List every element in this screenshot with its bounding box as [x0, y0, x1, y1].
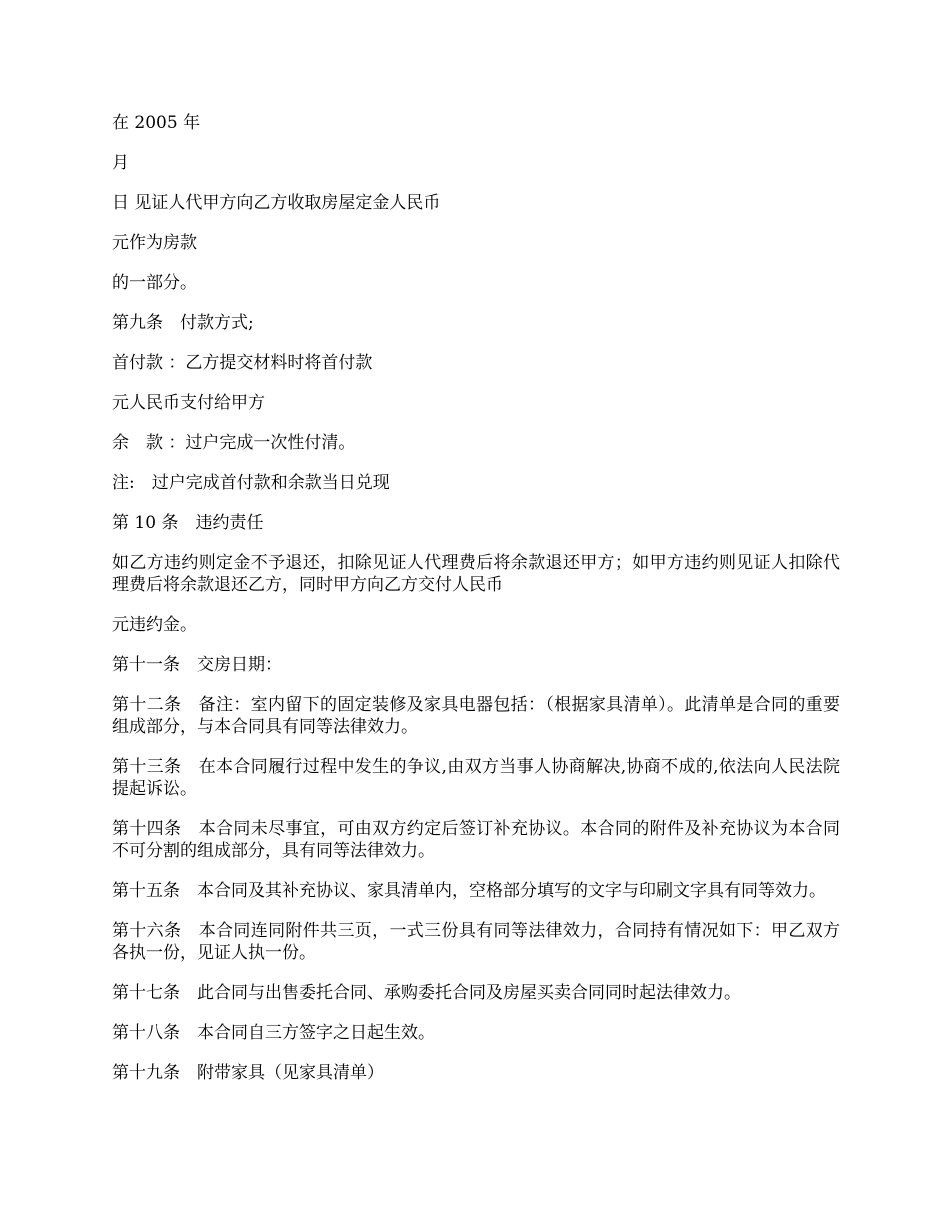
article-18: 第十八条 本合同自三方签字之日起生效。: [112, 1023, 435, 1043]
article-10-title: 第 10 条 违约责任: [112, 513, 264, 533]
article-11: 第十一条 交房日期：: [112, 655, 282, 675]
penalty-line: 元违约金。: [112, 615, 197, 635]
article-13: 第十三条 在本合同履行过程中发生的争议,由双方当事人协商解决,协商不成的,依法向人民法院提起诉讼。: [112, 757, 840, 799]
down-payment-amount-line: 元人民币支付给甲方: [112, 393, 265, 413]
deposit-part-line: 的一部分。: [112, 273, 197, 293]
document-page: [112, 112, 840, 1102]
article-16: 第十六条 本合同连同附件共三页，一式三份具有同等法律效力，合同持有情况如下：甲乙双方各执一份，见证人执一份。: [112, 921, 840, 963]
deposit-line: 日 见证人代甲方向乙方收取房屋定金人民币: [112, 193, 441, 213]
article-14: 第十四条 本合同未尽事宜，可由双方约定后签订补充协议。本合同的附件及补充协议为本合同不可分割的组成部分，具有同等法律效力。: [112, 819, 840, 861]
down-payment-line: 首付款 ：乙方提交材料时将首付款: [112, 353, 373, 373]
date-year-line: 在 2005 年: [112, 113, 201, 133]
article-12: 第十二条 备注：室内留下的固定装修及家具电器包括：（根据家具清单）。此清单是合同的重要组成部分，与本合同具有同等法律效力。: [112, 695, 840, 737]
payment-note: 注: 过户完成首付款和余款当日兑现: [112, 473, 390, 493]
article-9-title: 第九条 付款方式;: [112, 313, 254, 333]
deposit-amount-line: 元作为房款: [112, 233, 197, 253]
article-17: 第十七条 此合同与出售委托合同、承购委托合同及房屋买卖合同同时起法律效力。: [112, 983, 741, 1003]
breach-clause: 如乙方违约则定金不予退还，扣除见证人代理费后将余款退还甲方；如甲方违约则见证人扣除代理费后将余款退还乙方，同时甲方向乙方交付人民币: [112, 553, 840, 595]
article-15: 第十五条 本合同及其补充协议、家具清单内，空格部分填写的文字与印刷文字具有同等效力。: [112, 881, 826, 901]
article-19: 第十九条 附带家具（见家具清单）: [112, 1063, 384, 1083]
balance-line: 余 款 ：过户完成一次性付清。: [112, 433, 356, 453]
date-month-line: 月: [112, 153, 129, 173]
